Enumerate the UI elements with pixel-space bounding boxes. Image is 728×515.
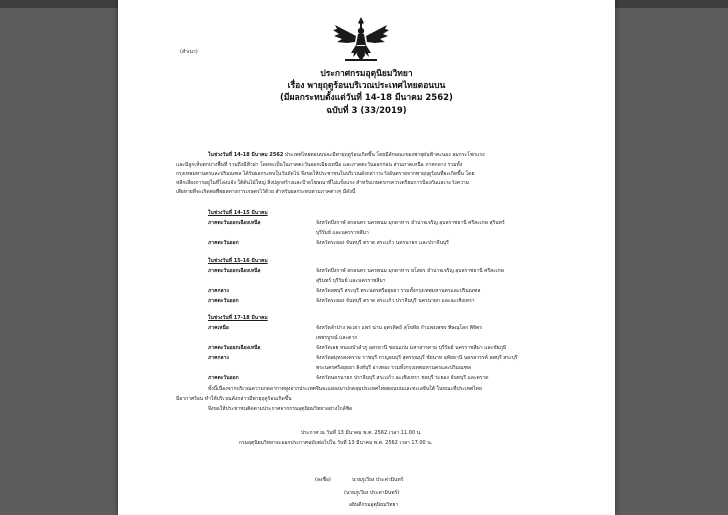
region-provinces: จังหวัดบึงกาฬ สกลนคร นครพนม มุกดาหาร อำนาจเจริญ อุบลราชธานี ศรีสะเกษ สุรินทร์ — [316, 220, 505, 226]
region-provinces: เพชรบูรณ์ และตาก — [316, 335, 358, 341]
doc-title: ประกาศกรมอุตุนิยมวิทยา — [320, 69, 413, 79]
region-label: ภาคตะวันออก — [208, 298, 239, 304]
period-title: ในช่วงวันที่ 15-16 มีนาคม — [208, 258, 268, 264]
signer-name-parenthesized: (นายภูเวียง ประค่ามินทร์) — [344, 490, 400, 496]
intro-line-2: และมีลูกเห็บตกบางพื้นที่ รวมถึงมีฟ้าผ่า โดยจะเป็นในภาคตะวันออกเฉียงเหนือ และภาคตะวันออกก่อน ส่วนภาคเหนือ ภาคกลาง รวมทั้ง — [176, 162, 463, 168]
next-announcement: กรมอุตุนิยมวิทยาจะออกประกาศฉบับต่อไปใน วันที่ 13 มีนาคม พ.ศ. 2562 เวลา 17.00 น. — [239, 440, 433, 446]
region-label: ภาคตะวันออกเฉียงเหนือ — [208, 268, 261, 274]
region-label: ภาคตะวันออกเฉียงเหนือ — [208, 345, 261, 351]
doc-issue-number: ฉบับที่ 3 (33/2019) — [326, 106, 407, 116]
region-provinces: พระนครศรีอยุธยา สิงห์บุรี อ่างทอง รวมทั้งกรุงเทพมหานครและปริมณฑล — [316, 365, 471, 371]
region-label: ภาคตะวันออกเฉียงเหนือ — [208, 220, 261, 226]
region-provinces: บุรีรัมย์ และนครราชสีมา — [316, 230, 369, 236]
region-provinces: จังหวัดลำปาง พะเยา แพร่ น่าน อุตรดิตถ์ สุโขทัย กำแพงเพชร พิษณุโลก พิจิตร — [316, 325, 482, 331]
region-provinces: สุรินทร์ บุรีรัมย์ และนครราชสีมา — [316, 278, 386, 284]
region-provinces: จังหวัดระยอง จันทบุรี ตราด สระแก้ว ปราจีนบุรี นครนายก และฉะเชิงเทรา — [316, 298, 475, 304]
region-provinces: จังหวัดสมุทรสงคราม ราชบุรี กาญจนบุรี สุพรรณบุรี ชัยนาท อุทัยธานี นครสวรรค์ ลพบุรี สระบุรี — [316, 355, 518, 361]
document-page — [118, 0, 615, 515]
signer-name: นายภูเวียง ประค่ามินทร์ — [352, 477, 404, 483]
intro-line-4: หลีกเลี่ยงการอยู่ในที่โล่งแจ้ง ใต้ต้นไม้ใหญ่ สิ่งปลูกสร้างและป้ายโฆษณาที่ไม่แข็งแรง สำหรับเกษตรกรควรเตรียมการป้องกันและระวังความ — [176, 180, 469, 186]
region-provinces: จังหวัดบึงกาฬ สกลนคร นครพนม มุกดาหาร ยโสธร อำนาจเจริญ อุบลราชธานี ศรีสะเกษ — [316, 268, 504, 274]
intro-line-1 — [208, 152, 485, 158]
closing-line-3: จึงขอให้ประชาชนติดตามประกาศจากกรมอุตุนิยมวิทยาอย่างใกล้ชิด — [208, 406, 353, 412]
closing-line-2: มีอากาศร้อน ทำให้บริเวณดังกล่าวมีพายุฤดูร้อนเกิดขึ้น — [176, 396, 292, 402]
intro-line-1-text: ประเทศไทยตอนบนจะมีพายุฤดูร้อนเกิดขึ้น โดยมีลักษณะของพายุฝนฟ้าคะนอง ลมกระโชกแรง — [284, 152, 485, 158]
region-label: ภาคตะวันออก — [208, 240, 239, 246]
region-provinces: จังหวัดเลย หนองบัวลำภู อุดรธานี ขอนแก่น มหาสารคาม บุรีรัมย์ นครราชสีมา และชัยภูมิ — [316, 345, 507, 351]
intro-line-5: เสียหายที่จะเกิดต่อพืชผลทางการเกษตรไว้ด้วย สำหรับผลกระทบตามภาคต่างๆ มีดังนี้ — [176, 189, 356, 195]
period-title: ในช่วงวันที่ 14-15 มีนาคม — [208, 210, 268, 216]
closing-line-1: ทั้งนี้เนื่องจากบริเวณความกดอากาศสูงจากประเทศจีนจะแผ่ลงมาปกคลุมประเทศไทยตอนบนและทะเลจีนใต้ ในขณะที่ประเทศไทย — [208, 386, 482, 392]
announce-date: ประกาศ ณ วันที่ 13 มีนาคม พ.ศ. 2562 เวลา 11.00 น. — [301, 430, 422, 436]
region-label: ภาคตะวันออก — [208, 375, 239, 381]
region-label: ภาคเหนือ — [208, 325, 229, 331]
region-provinces: จังหวัดระยอง จันทบุรี ตราด สระแก้ว นครนายก และปราจีนบุรี — [316, 240, 449, 246]
region-label: ภาคกลาง — [208, 288, 229, 294]
copy-label: (สำเนา) — [180, 49, 198, 55]
region-label: ภาคกลาง — [208, 355, 229, 361]
garuda-emblem-icon — [331, 15, 391, 63]
signed-label: (ลงชื่อ) — [315, 477, 331, 483]
signer-position: อธิบดีกรมอุตุนิยมวิทยา — [349, 502, 399, 508]
doc-effect-period: (มีผลกระทบตั้งแต่วันที่ 14-18 มีนาคม 2562) — [280, 93, 453, 103]
period-title: ในช่วงวันที่ 17-18 มีนาคม — [208, 315, 268, 321]
region-provinces: จังหวัดนครนายก ปราจีนบุรี สระแก้ว ฉะเชิงเทรา ชลบุรี ระยอง จันทบุรี และตราด — [316, 375, 489, 381]
intro-lead: ในช่วงวันที่ 14-18 มีนาคม 2562 — [208, 152, 284, 158]
doc-subject: เรื่อง พายุฤดูร้อนบริเวณประเทศไทยตอนบน — [287, 81, 446, 91]
intro-line-3: กรุงเทพมหานครและปริมณฑล ได้รับผลกระทบในวันถัดไป จึงขอให้ประชาชนในบริเวณดังกล่าวระวังอันตรายจากพายุฤดูร้อนที่จะเกิดขึ้น โดย — [176, 171, 475, 177]
region-provinces: จังหวัดลพบุรี สระบุรี พระนครศรีอยุธยา รวมทั้งกรุงเทพมหานครและปริมณฑล — [316, 288, 481, 294]
